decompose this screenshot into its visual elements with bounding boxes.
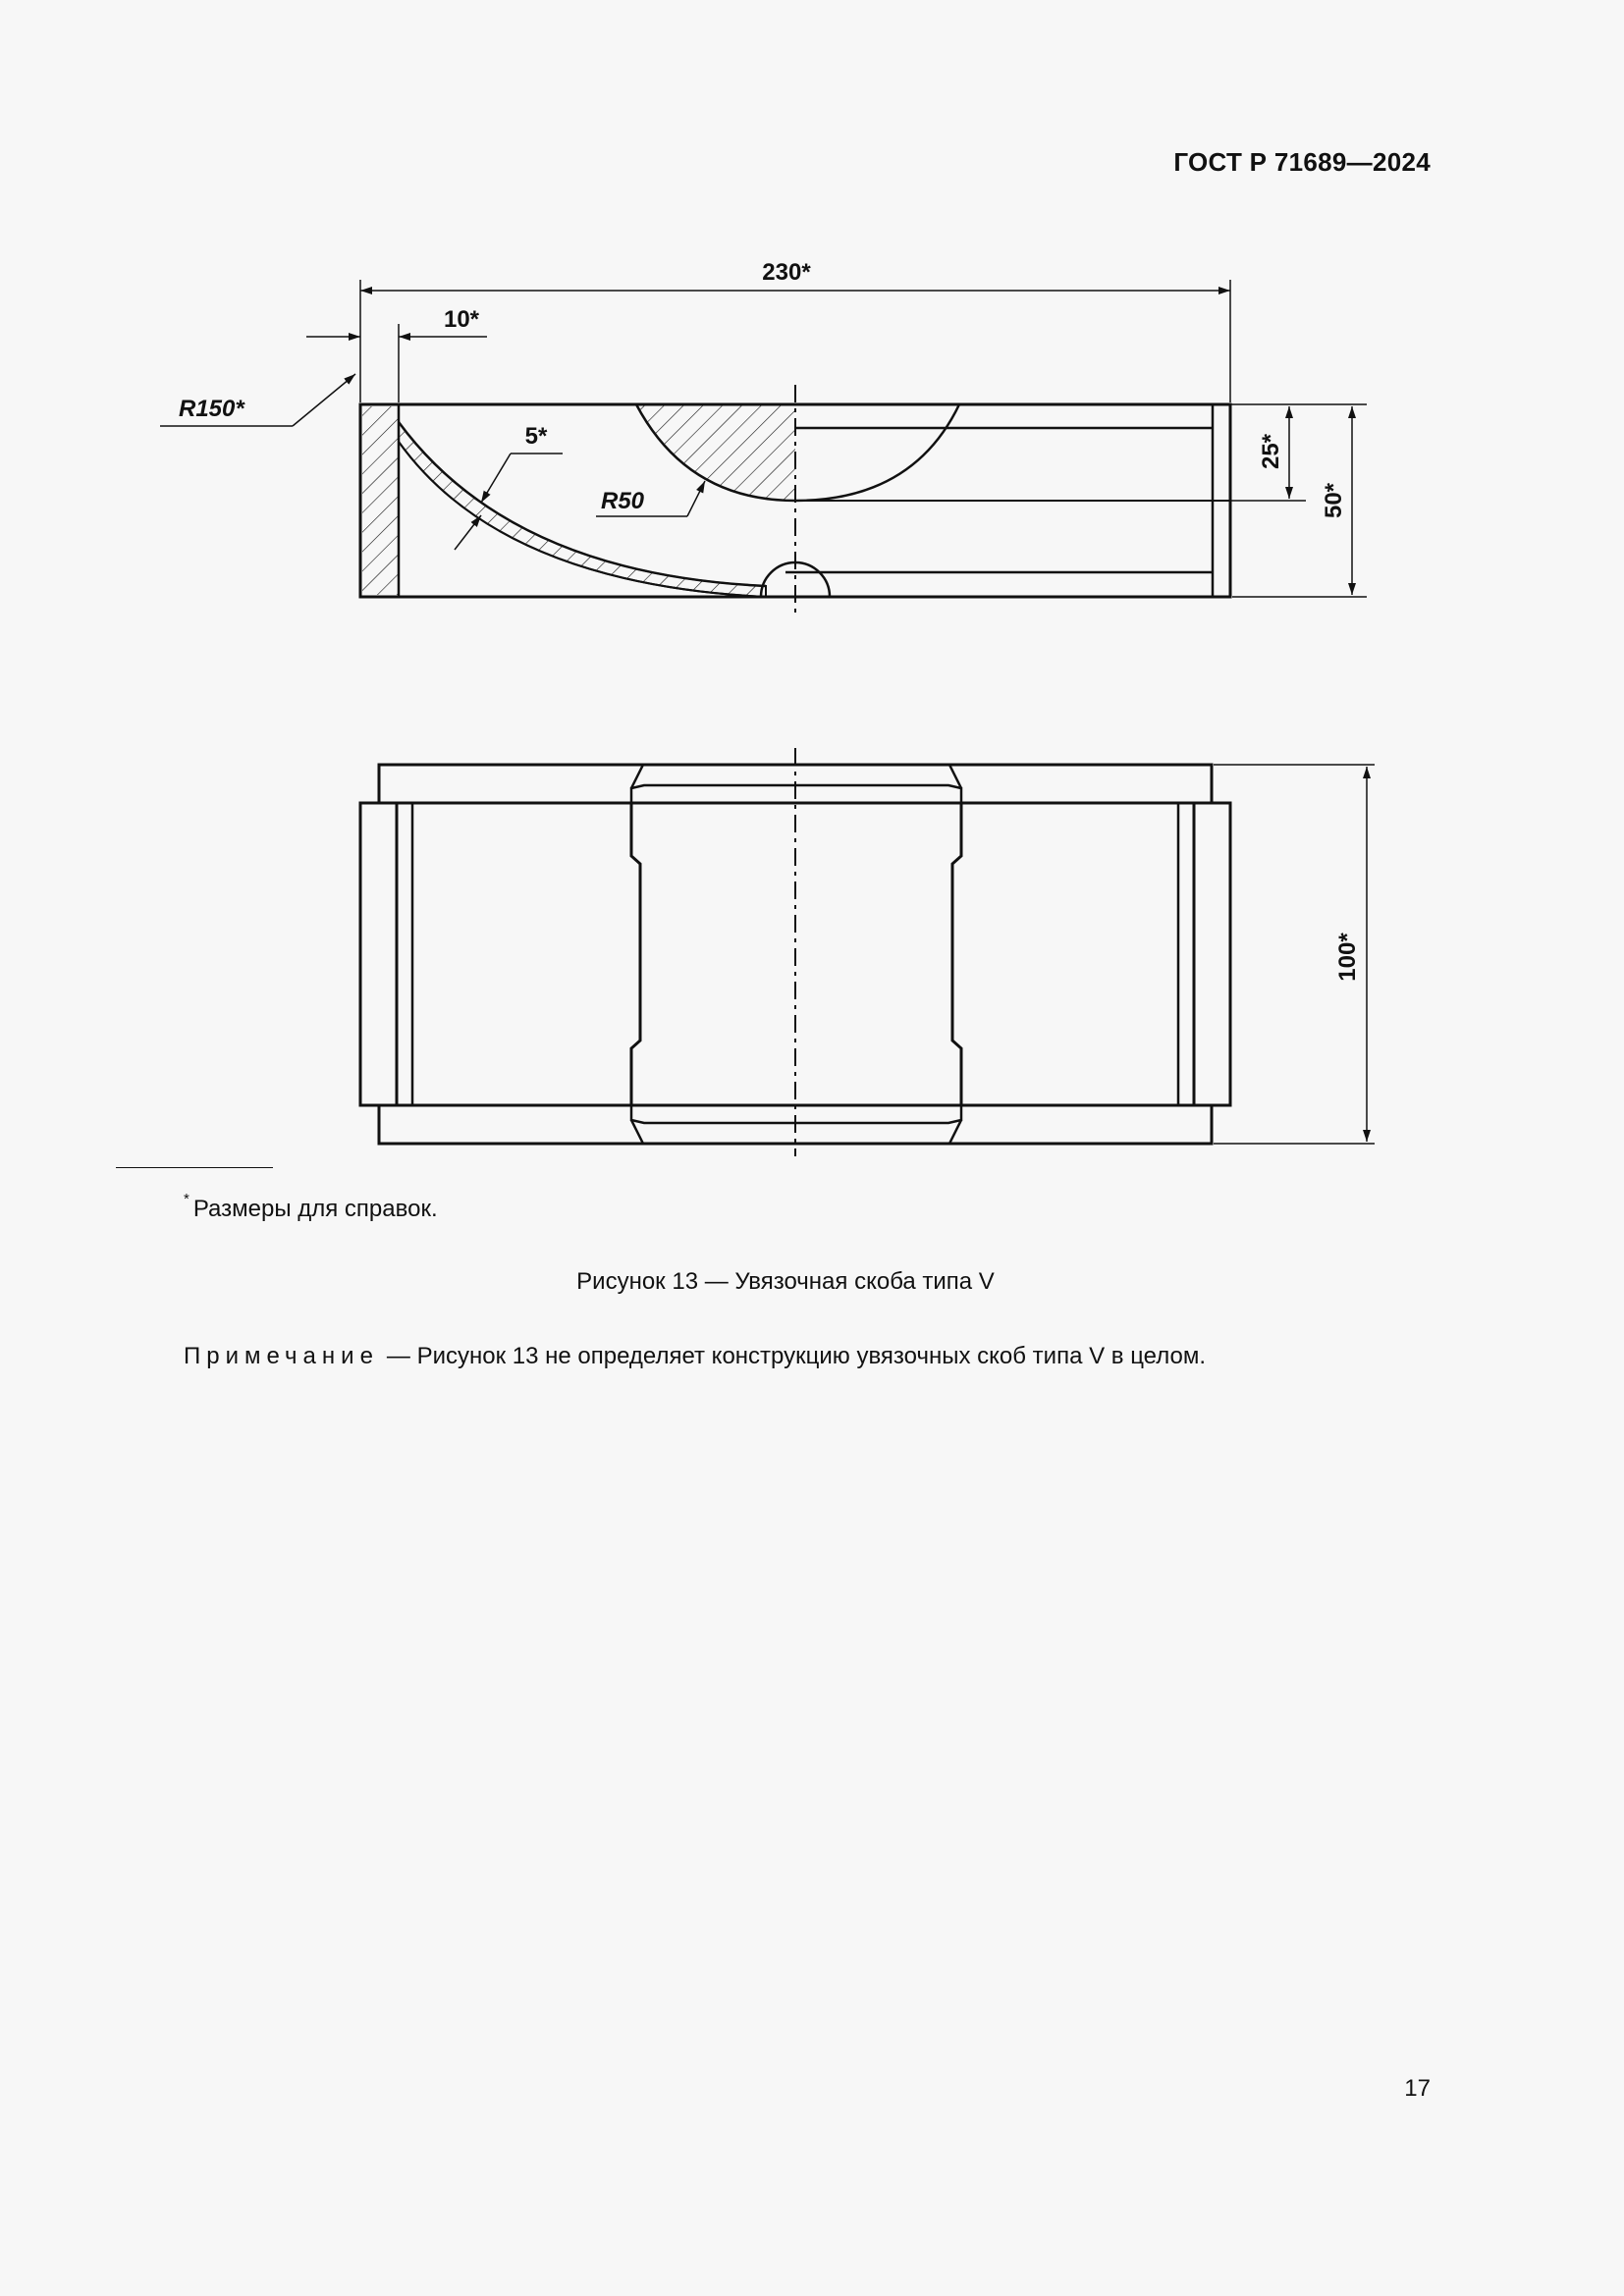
footnote-text: Размеры для справок. — [192, 1196, 438, 1222]
side-view — [160, 280, 1367, 614]
dimension-radius-large: R150* — [179, 396, 244, 422]
figure-caption: Рисунок 13 — Увязочная скоба типа V — [576, 1268, 995, 1295]
note-label: Примечание — [184, 1343, 379, 1369]
note-text: — Рисунок 13 не определяет конструкцию увязочных скоб типа V в целом. — [386, 1343, 1207, 1369]
footnote-mark: * — [184, 1191, 189, 1207]
dimension-radius-small: R50 — [601, 488, 645, 514]
upper-cut-section — [636, 404, 795, 501]
dimension-end-wall: 10* — [443, 306, 480, 333]
dimension-overall-length: 230* — [762, 259, 811, 286]
dimension-thickness: 5* — [524, 423, 548, 450]
standard-code: ГОСТ Р 71689—2024 — [1173, 147, 1431, 177]
end-wall-section — [362, 406, 399, 595]
dimension-height: 50* — [1321, 482, 1347, 519]
footnote — [184, 1191, 438, 1223]
plan-view — [360, 748, 1375, 1156]
footnote-separator — [116, 1167, 273, 1168]
dimension-width: 100* — [1334, 933, 1361, 982]
note — [184, 1343, 1206, 1370]
page-number: 17 — [1404, 2075, 1431, 2102]
dimension-depth-upper: 25* — [1258, 433, 1284, 470]
